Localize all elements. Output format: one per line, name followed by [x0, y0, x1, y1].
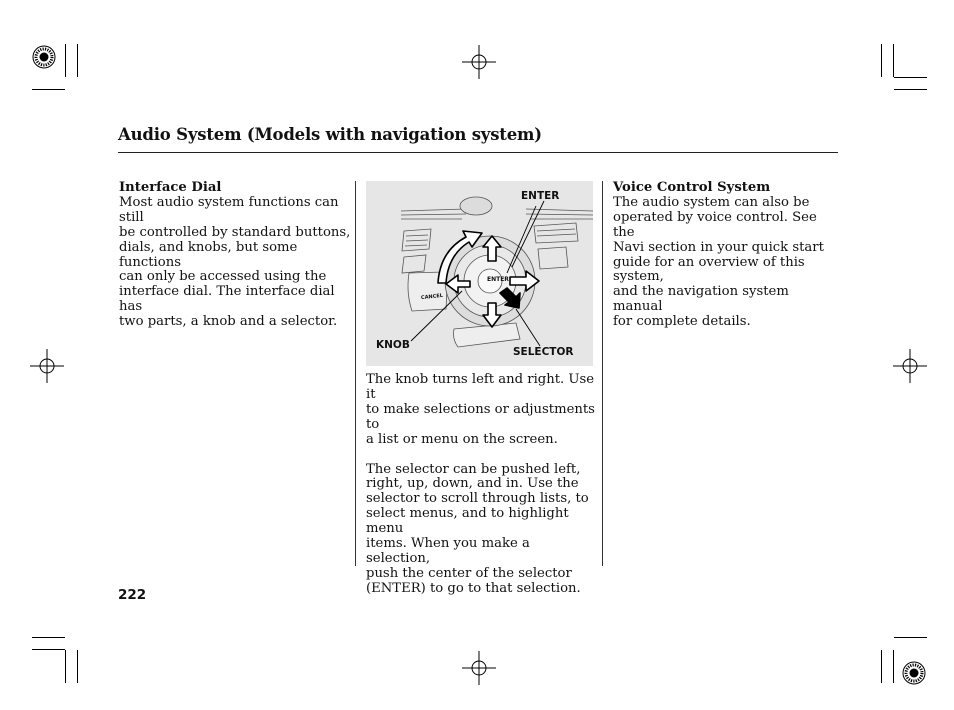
cancel-button-text: CANCEL [420, 292, 444, 302]
voice-control-text: The audio system can also be operated by voice control. See the Navi section in your quick start guide for an overview of this system, and the navigation system manual for complete details. [613, 194, 824, 330]
selector-paragraph: The selector can be pushed left, right, up, down, and in. Use the selector to scroll through lists, to select menus, and to highlight menu items. When you make a selection, push the center of the selector (ENTER) to go to that selection. [366, 461, 589, 596]
page-title: Audio System (Models with navigation system) [118, 125, 542, 144]
voice-control-section [613, 181, 841, 330]
voice-control-heading: Voice Control System [613, 180, 771, 195]
knob-selector-text [366, 373, 596, 597]
selector-label: SELECTOR [513, 346, 574, 358]
knob-paragraph: The knob turns left and right. Use it to make selections or adjustments to a list or menu on the screen. [366, 372, 595, 447]
interface-dial-section [119, 181, 351, 330]
column-divider-right [602, 181, 603, 566]
page-number: 222 [118, 587, 147, 603]
column-divider-left [355, 181, 356, 566]
interface-dial-text: Most audio system functions can still be controlled by standard buttons, dials, and knobs, but some functions can only be accessed using the interface dial. The interface dial has two parts, a knob and a selector. [119, 194, 351, 330]
knob-label: KNOB [376, 339, 410, 351]
enter-label: ENTER [521, 190, 560, 202]
title-rule [118, 152, 838, 153]
dial-enter-text: ENTER [487, 276, 509, 283]
interface-dial-heading: Interface Dial [119, 180, 222, 195]
interface-dial-illustration [366, 181, 593, 366]
